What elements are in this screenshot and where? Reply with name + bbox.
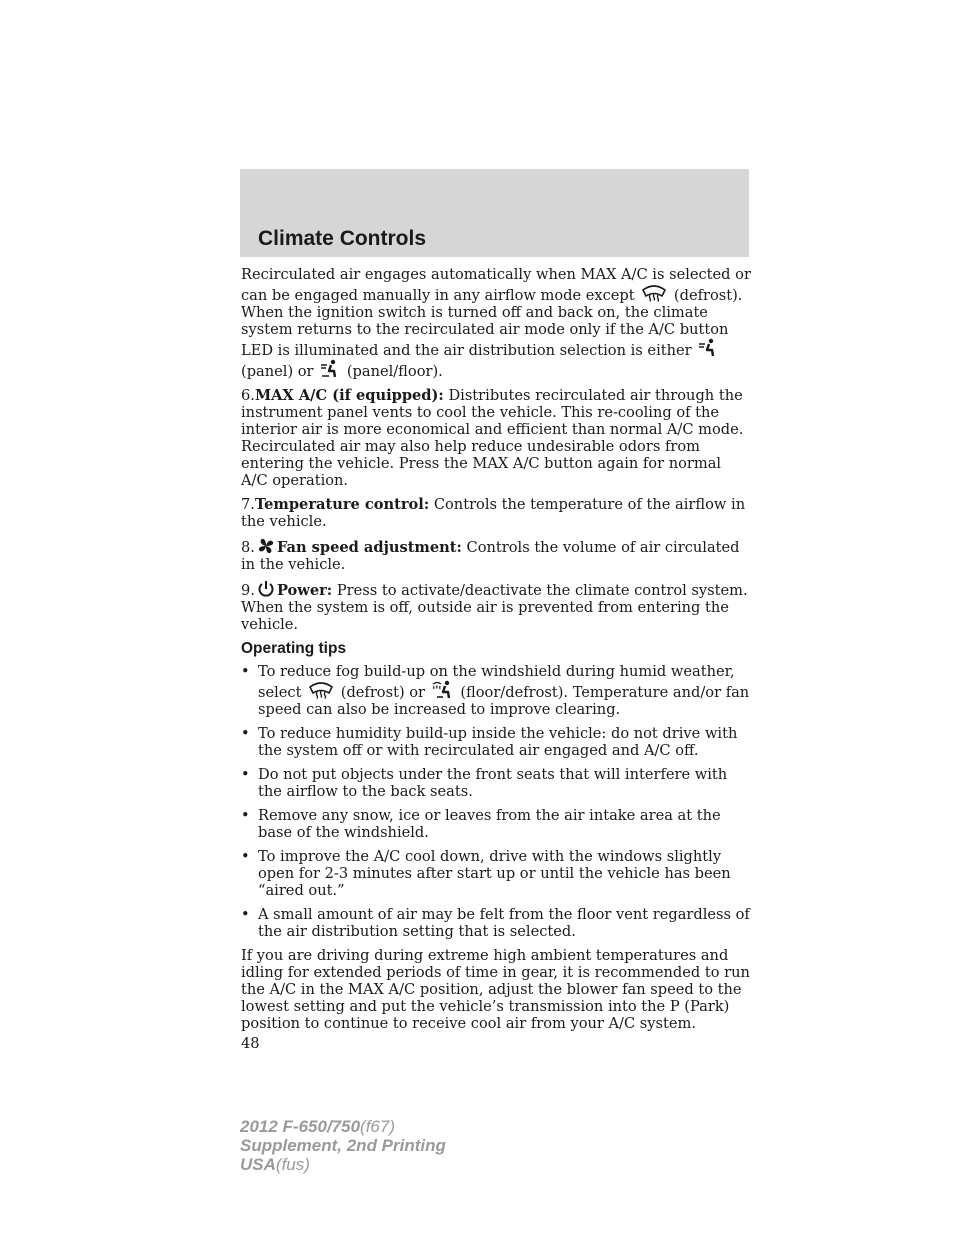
footer-line-model: 2012 F-650/750(f67): [240, 1117, 396, 1136]
defrost-icon: [641, 283, 667, 303]
page-number: 48: [241, 1035, 260, 1052]
floor-defrost-icon: [432, 680, 454, 700]
item-fan-speed: 8. Fan speed adjustment: Controls the volume of air circulated in the vehicle.: [241, 539, 740, 573]
list-item: • To improve the A/C cool down, drive with the windows slightly open for 2-3 minutes after start up or until the vehicle has been “aired out.”: [241, 848, 731, 899]
panel-vent-icon: [698, 338, 718, 358]
section-title: Climate Controls: [258, 227, 427, 250]
fan-speed-label: Fan speed adjustment:: [276, 539, 462, 556]
list-item: • Remove any snow, ice or leaves from the air intake area at the base of the windshield.: [241, 807, 721, 841]
footer: [240, 1117, 446, 1174]
list-item: • A small amount of air may be felt from the floor vent regardless of the air distribution setting that is selected.: [241, 906, 750, 940]
operating-tips-heading: Operating tips: [241, 640, 347, 657]
panel-floor-icon: [320, 359, 340, 379]
list-item: • Do not put objects under the front seats that will interfere with the airflow to the back seats.: [241, 766, 728, 800]
item-power: 9. Power: Press to activate/deactivate the climate control system. When the system is off, outside air is prevented from entering the vehicle.: [241, 582, 748, 633]
header-band: [240, 169, 749, 257]
operating-tips-list: [241, 663, 751, 940]
list-item: • To reduce humidity build-up inside the vehicle: do not drive with the system off or with recirculated air engaged and A/C off.: [241, 725, 738, 759]
footer-line-region: USA(fus): [240, 1155, 310, 1174]
max-ac-label: MAX A/C (if equipped):: [254, 387, 444, 404]
power-label: Power:: [276, 582, 333, 599]
temperature-label: Temperature control:: [254, 496, 430, 513]
closing-paragraph: If you are driving during extreme high ambient temperatures and idling for extended periods of time in gear, it is recommended to run the A/C in the MAX A/C position, adjust the blower fan speed to the lowest setting and put the vehicle’s transmission into the P (Park) position to continue to receive cool air from your A/C system.: [241, 947, 750, 1032]
item-max-ac: 6.MAX A/C (if equipped): Distributes recirculated air through the instrument panel vents to cool the vehicle. This re-cooling of the interior air is more economical and efficient than normal A/C mode. Recirculated air may also help reduce undesirable odors from entering the vehicle. Press the MAX A/C button again for normal A/C operation.: [241, 387, 744, 489]
fan-icon: [257, 537, 275, 555]
footer-line-printing: Supplement, 2nd Printing: [240, 1136, 446, 1155]
recirc-paragraph: Recirculated air engages automatically when MAX A/C is selected or can be engaged manually in any airflow mode except (defrost). When the ignition switch is turned off and back on, the climate system returns to the recirculated air mode only if the A/C button LED is illuminated and the air distribution selection is either (panel) or (panel/floor).: [241, 266, 751, 380]
item-temperature: 7.Temperature control: Controls the temperature of the airflow in the vehicle.: [241, 496, 746, 530]
list-item: • To reduce fog build-up on the windshield during humid weather, select (defrost) or (floor/defrost). Temperature and/or fan speed can also be increased to improve clearing.: [241, 663, 750, 718]
defrost-icon: [308, 680, 334, 700]
power-icon: [257, 580, 275, 598]
page-content: [241, 266, 751, 1052]
